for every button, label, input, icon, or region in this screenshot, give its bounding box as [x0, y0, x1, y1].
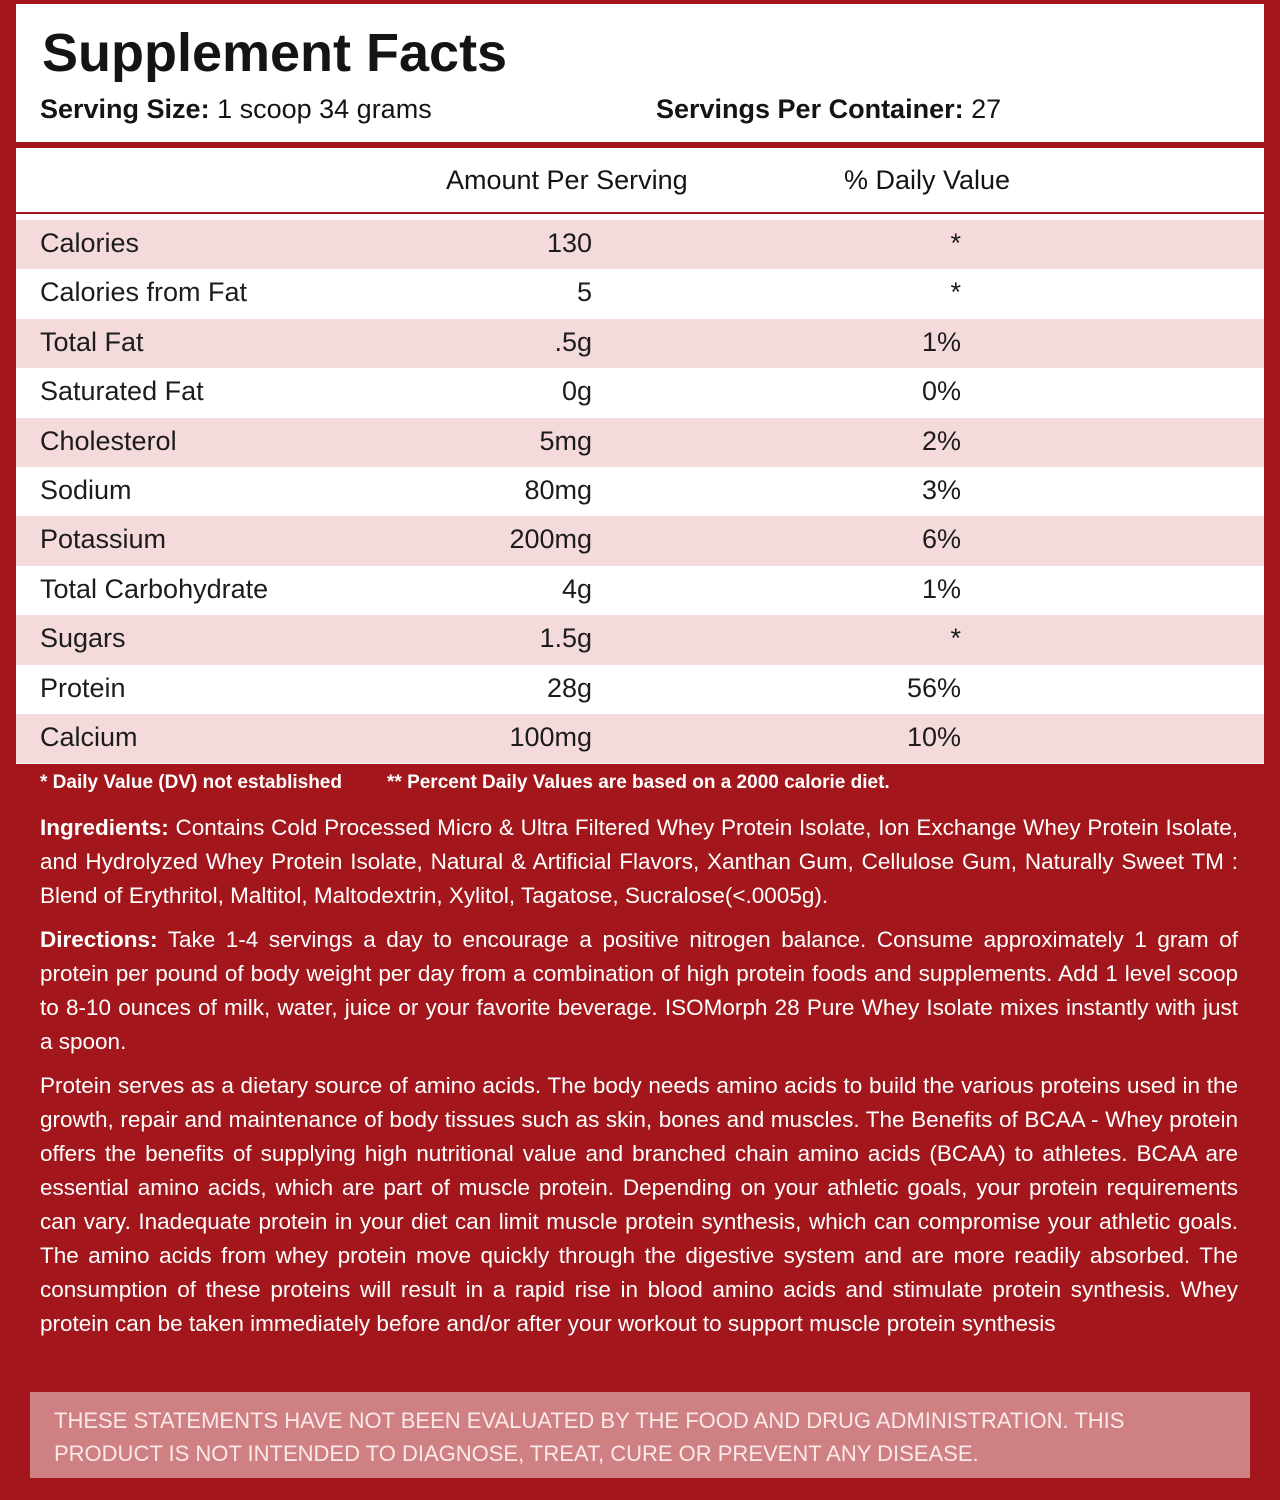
nutrient-amount: 28g [546, 672, 592, 703]
servings-per-container-label: Servings Per Container: [656, 94, 964, 124]
nutrient-amount: 100mg [509, 721, 592, 752]
servings-per-container-value: 27 [971, 94, 1002, 124]
table-row [16, 269, 1264, 318]
nutrient-name: Calcium [40, 721, 138, 752]
nutrient-name: Sodium [40, 474, 132, 505]
nutrient-amount: 0g [561, 376, 592, 407]
nutrient-amount: 4g [561, 573, 592, 604]
nutrient-daily-value: 1% [921, 326, 961, 357]
nutrient-table [16, 148, 1264, 764]
table-row [16, 319, 1264, 368]
nutrient-name: Calories from Fat [40, 277, 248, 308]
nutrient-name: Calories [40, 228, 140, 258]
nutrient-name: Protein [40, 672, 126, 703]
directions-text: Take 1-4 servings a day to encourage a positive nitrogen balance. Consume approximately 1 gram of protein per pound of body weight per day from a combination of high protein foods and supplements. Add 1 level scoop to 8-10 ounces of milk, water, juice or your favorite beverage. ISOMorph 28 Pure Whey Isolate mixes instantly with just a spoon. [40, 927, 1238, 1054]
nutrient-amount: 1.5g [539, 623, 592, 654]
nutrient-daily-value: 10% [906, 721, 961, 752]
nutrient-rows [16, 220, 1264, 763]
table-row [16, 220, 1264, 269]
ingredients-text: Contains Cold Processed Micro & Ultra Filtered Whey Protein Isolate, Ion Exchange Whey Protein Isolate, and Hydrolyzed Whey Protein Isolate, Natural & Artificial Flavors, Xanthan Gum, Cellulose Gum, Naturally Sweet TM : Blend of Erythritol, Maltitol, Maltodextrin, Xylitol, Tagatose, Sucralose(<.0005g). [40, 815, 1238, 908]
nutrient-amount: 80mg [524, 474, 592, 505]
table-row [16, 368, 1264, 417]
nutrient-daily-value: 3% [921, 474, 961, 505]
column-header-amount: Amount Per Serving [446, 165, 688, 195]
nutrient-daily-value: * [950, 623, 961, 654]
label-title: Supplement Facts [42, 23, 508, 83]
header-panel [16, 4, 1264, 142]
nutrient-amount: 200mg [509, 524, 592, 555]
table-row [16, 566, 1264, 615]
nutrient-daily-value: 0% [921, 376, 961, 407]
nutrient-daily-value: 6% [921, 524, 961, 555]
nutrient-daily-value: 2% [921, 425, 961, 456]
nutrient-daily-value: * [950, 228, 961, 258]
nutrient-name: Saturated Fat [40, 376, 204, 407]
nutrient-amount: 5mg [539, 425, 592, 456]
footnote-percent-basis: ** Percent Daily Values are based on a 2000 calorie diet. [387, 772, 890, 793]
table-row [16, 467, 1264, 516]
footnote-dv-not-established: * Daily Value (DV) not established [40, 772, 342, 793]
ingredients-paragraph [40, 811, 1238, 913]
nutrient-amount: 5 [576, 277, 592, 308]
nutrient-amount: .5g [554, 326, 592, 357]
nutrient-name: Cholesterol [40, 425, 177, 456]
nutrient-name: Total Fat [40, 326, 144, 357]
table-row [16, 665, 1264, 714]
fda-disclaimer: THESE STATEMENTS HAVE NOT BEEN EVALUATED BY THE FOOD AND DRUG ADMINISTRATION. THIS PRODUCT IS NOT INTENDED TO DIAGNOSE, TREAT, CURE OR PREVENT ANY DISEASE. [30, 1392, 1250, 1478]
serving-size-label: Serving Size: [40, 94, 210, 124]
nutrient-name: Total Carbohydrate [40, 573, 269, 604]
directions-paragraph [40, 923, 1238, 1059]
serving-size-value: 1 scoop 34 grams [217, 94, 432, 124]
directions-label: Directions: [40, 927, 158, 952]
nutrient-daily-value: 1% [921, 573, 961, 604]
serving-size [40, 94, 432, 125]
nutrient-name: Potassium [40, 524, 167, 555]
benefits-paragraph: Protein serves as a dietary source of amino acids. The body needs amino acids to build the various proteins used in the growth, repair and maintenance of body tissues such as skin, bones and muscles. The Benefits of BCAA - Whey protein offers the benefits of supplying high nutritional value and branched chain amino acids (BCAA) to athletes. BCAA are essential amino acids, which are part of muscle protein. Depending on your athletic goals, your protein requirements can vary. Inadequate protein in your diet can limit muscle protein synthesis, which can compromise your athletic goals. The amino acids from whey protein move quickly through the digestive system and are more readily absorbed. The consumption of these proteins will result in a rapid rise in blood amino acids and stimulate protein synthesis. Whey protein can be taken immediately before and/or after your workout to support muscle protein synthesis [40, 1073, 1238, 1336]
table-header [16, 148, 1264, 214]
column-header-daily-value: % Daily Value [844, 165, 1011, 195]
nutrient-name: Sugars [40, 623, 126, 654]
ingredients-label: Ingredients: [40, 815, 169, 840]
nutrient-amount: 130 [546, 228, 592, 258]
table-row [16, 615, 1264, 664]
nutrient-daily-value: * [950, 277, 961, 308]
table-row [16, 418, 1264, 467]
nutrient-daily-value: 56% [906, 672, 961, 703]
servings-per-container [656, 94, 1001, 125]
table-row [16, 714, 1264, 763]
table-row [16, 516, 1264, 565]
